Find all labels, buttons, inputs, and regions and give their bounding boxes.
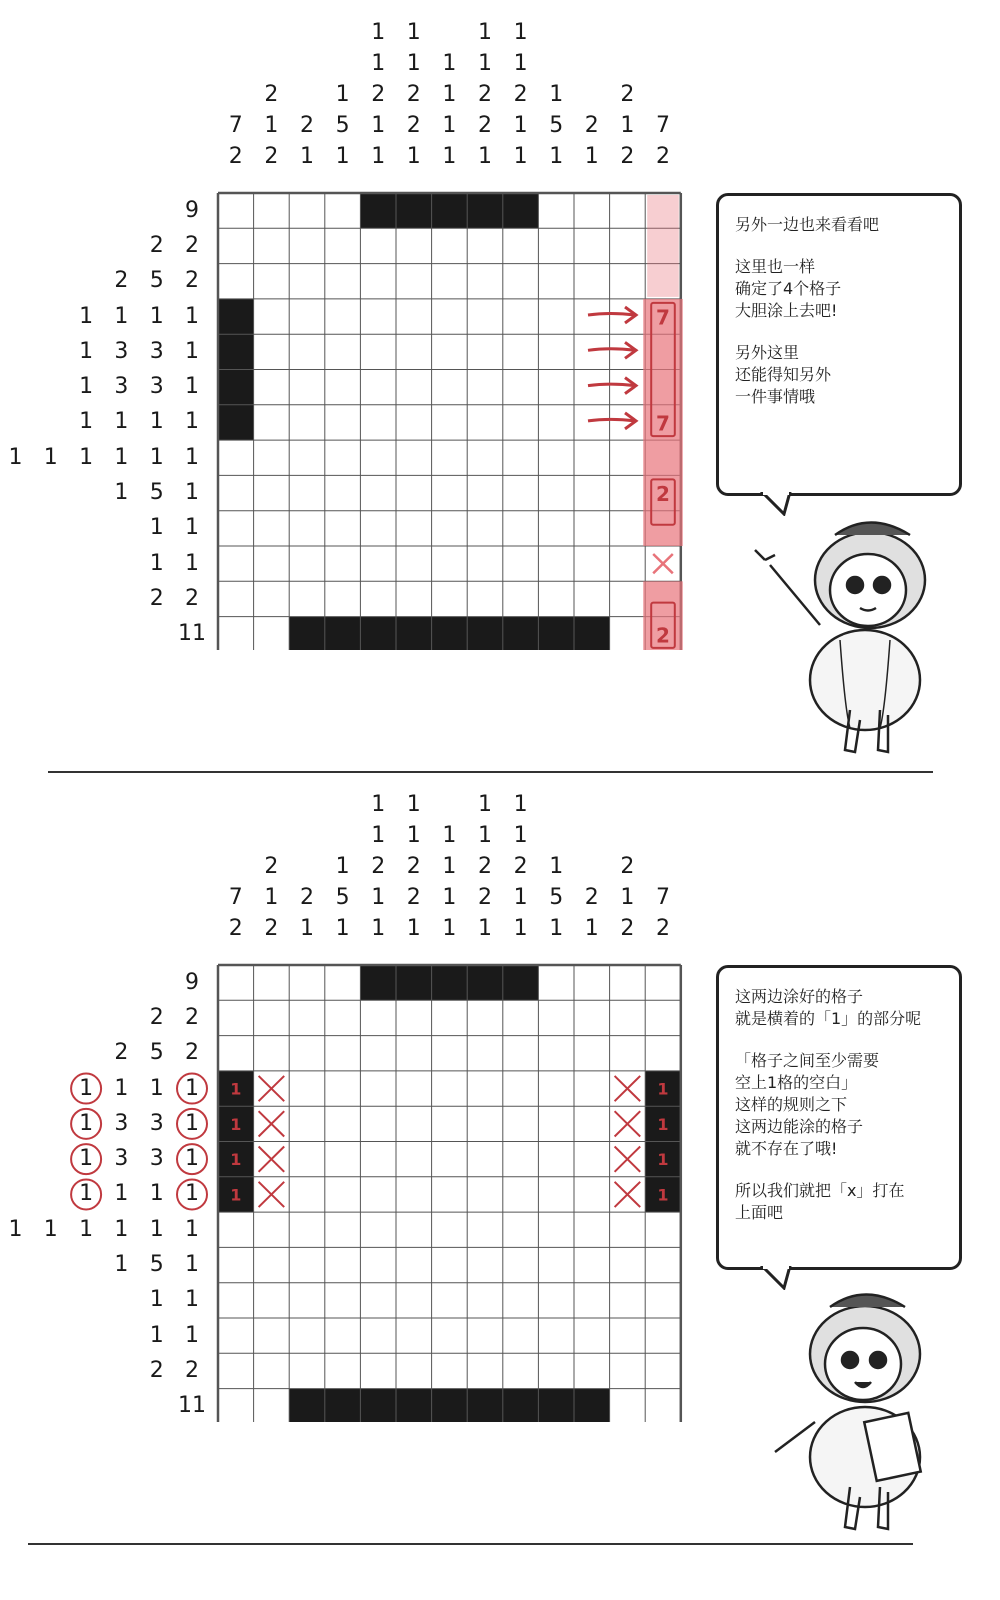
- row-clue: 2: [149, 585, 164, 611]
- column-clue: 2: [584, 885, 599, 910]
- filled-cell[interactable]: [574, 617, 610, 650]
- column-clue: 1: [442, 113, 457, 138]
- column-clue: 1: [442, 144, 457, 169]
- row-clue: 5: [149, 480, 164, 506]
- filled-cell[interactable]: [574, 1389, 610, 1422]
- row-clue: 1: [43, 1216, 58, 1242]
- column-clue: 2: [371, 82, 386, 107]
- column-clue: 1: [478, 916, 492, 941]
- cell-label: 1: [230, 1150, 242, 1170]
- column-clue: 2: [406, 854, 421, 879]
- column-clue: 5: [335, 885, 350, 910]
- column-clue: 7: [656, 885, 670, 910]
- row-clue: 1: [185, 444, 199, 470]
- row-clue: 2: [149, 1357, 164, 1383]
- row-clue: 1: [114, 1181, 129, 1207]
- row-clue: 5: [149, 1252, 164, 1278]
- column-clue: 1: [335, 854, 350, 879]
- column-clue: 1: [442, 854, 457, 879]
- row-clue: 1: [185, 1322, 199, 1348]
- column-clue: 1: [406, 20, 421, 45]
- filled-cell[interactable]: [396, 193, 432, 228]
- row-clue: 1: [79, 374, 94, 400]
- panel-1: [0, 0, 1000, 790]
- clue-circle: [71, 1179, 101, 1209]
- row-clue: 1: [149, 1287, 164, 1313]
- filled-cell[interactable]: [289, 617, 325, 650]
- column-clue: 1: [478, 51, 492, 76]
- highlight-mark-label: 7: [656, 305, 670, 330]
- row-clue: 2: [149, 232, 164, 258]
- clue-circle: [177, 1144, 207, 1174]
- filled-cell[interactable]: [503, 1389, 539, 1422]
- row-clue: 1: [114, 480, 129, 506]
- cell-label: 1: [657, 1150, 669, 1170]
- column-clue: 1: [478, 20, 492, 45]
- row-clue: 3: [149, 1146, 164, 1172]
- character-illustration: [750, 1282, 980, 1542]
- column-clue: 2: [406, 82, 421, 107]
- column-clue: 1: [371, 144, 386, 169]
- cell-label: 1: [230, 1114, 242, 1134]
- column-clue: 1: [264, 113, 279, 138]
- row-clue: 5: [149, 268, 164, 294]
- filled-cell[interactable]: [360, 193, 396, 228]
- column-clue: 1: [371, 823, 386, 848]
- row-clue: 2: [185, 585, 199, 611]
- column-clue: 1: [371, 792, 386, 817]
- column-clue: 1: [406, 823, 421, 848]
- row-clue: 1: [185, 374, 199, 400]
- column-clue: 2: [371, 854, 386, 879]
- speech-bubble: [716, 193, 962, 496]
- column-clue: 2: [406, 113, 421, 138]
- row-clue: 1: [8, 444, 23, 470]
- filled-cell[interactable]: [432, 617, 468, 650]
- column-clue: 1: [584, 916, 599, 941]
- row-clue: 1: [185, 480, 199, 506]
- character-with-notebook: [775, 1295, 921, 1530]
- row-clue: 1: [79, 1216, 94, 1242]
- column-clue: 7: [228, 113, 243, 138]
- row-clue: 1: [8, 1216, 23, 1242]
- row-clue: 1: [185, 303, 199, 329]
- row-clue: 11: [178, 621, 206, 647]
- highlight-mark-label: 2: [656, 482, 670, 507]
- column-clue: 1: [513, 792, 528, 817]
- column-clue: 2: [620, 82, 635, 107]
- row-clue: 1: [185, 1252, 199, 1278]
- filled-cell[interactable]: [360, 965, 396, 1000]
- row-clue: 3: [149, 338, 164, 364]
- row-clue: 2: [149, 1004, 164, 1030]
- row-clue: 1: [114, 1252, 129, 1278]
- row-clue: 2: [185, 1040, 199, 1066]
- column-clue: 2: [264, 144, 279, 169]
- row-clue: 2: [185, 232, 199, 258]
- row-clue: 1: [79, 1146, 94, 1172]
- bubble-line: 另外这里 还能得知另外 一件事情哦: [735, 343, 832, 406]
- row-clue: 1: [114, 409, 129, 435]
- clue-circle: [71, 1109, 101, 1139]
- row-clue: 1: [185, 1146, 199, 1172]
- arrow: [588, 384, 635, 386]
- row-clue: 2: [114, 268, 129, 294]
- clue-circle: [71, 1074, 101, 1104]
- row-clue: 3: [149, 1110, 164, 1136]
- column-clue: 5: [549, 885, 564, 910]
- filled-cell[interactable]: [289, 1389, 325, 1422]
- filled-cell[interactable]: [396, 617, 432, 650]
- filled-cell[interactable]: [467, 1389, 503, 1422]
- row-clue: 1: [149, 1075, 164, 1101]
- row-clue: 1: [185, 515, 199, 541]
- nonogram-grid: [215, 962, 685, 1422]
- column-clue: 1: [620, 113, 635, 138]
- column-clue: 2: [513, 82, 528, 107]
- column-clue: 1: [478, 823, 492, 848]
- arrow: [588, 349, 635, 351]
- column-clue: 1: [513, 113, 528, 138]
- row-clue: 1: [79, 303, 94, 329]
- filled-cell[interactable]: [538, 1389, 574, 1422]
- row-clue: 2: [114, 1040, 129, 1066]
- row-clue: 1: [43, 444, 58, 470]
- bubble-line: 另外一边也来看看吧: [735, 215, 880, 234]
- column-clue: 1: [584, 144, 599, 169]
- row-clue: 9: [185, 969, 199, 995]
- row-clue: 1: [79, 1110, 94, 1136]
- column-clue: 1: [406, 144, 421, 169]
- row-clue: 1: [114, 303, 129, 329]
- column-clue: 2: [656, 144, 670, 169]
- bubble-line: 这里也一样 确定了4个格子 大胆涂上去吧!: [735, 257, 842, 320]
- row-clue: 1: [79, 444, 94, 470]
- column-clue: 2: [264, 82, 279, 107]
- column-clue: 1: [406, 916, 421, 941]
- filled-cell[interactable]: [503, 617, 539, 650]
- row-clue: 3: [114, 338, 129, 364]
- filled-cell[interactable]: [325, 617, 361, 650]
- column-clue: 1: [513, 885, 528, 910]
- column-clue: 2: [264, 854, 279, 879]
- row-clue: 5: [149, 1040, 164, 1066]
- row-clue: 1: [149, 303, 164, 329]
- row-clue: 1: [149, 409, 164, 435]
- filled-cell[interactable]: [360, 617, 396, 650]
- bubble-line: 「格子之间至少需要 空上1格的空白」 这样的规则之下 这两边能涂的格子 就不存在了哦!: [735, 1051, 880, 1158]
- column-clue: 1: [371, 885, 386, 910]
- column-clue: 1: [371, 51, 386, 76]
- bubble-line: 这两边涂好的格子 就是横着的「1」的部分呢: [735, 987, 922, 1028]
- character-illustration: [750, 510, 980, 760]
- column-clue: 2: [264, 916, 279, 941]
- column-clue: 1: [335, 82, 350, 107]
- filled-cell[interactable]: [360, 1389, 396, 1422]
- row-clue: 1: [114, 1075, 129, 1101]
- column-clue: 1: [442, 916, 457, 941]
- filled-cell[interactable]: [218, 405, 254, 440]
- cell-label: 1: [657, 1079, 669, 1099]
- row-clue: 1: [79, 1075, 94, 1101]
- column-clue: 1: [442, 823, 457, 848]
- row-clue: 1: [114, 1216, 129, 1242]
- column-clue: 7: [228, 885, 243, 910]
- row-clue: 3: [149, 374, 164, 400]
- column-clue: 1: [371, 916, 386, 941]
- row-clue: 1: [149, 515, 164, 541]
- column-clue: 1: [513, 20, 528, 45]
- column-clue: 1: [513, 144, 528, 169]
- column-clue: 5: [549, 113, 564, 138]
- clue-circle: [177, 1179, 207, 1209]
- filled-cell[interactable]: [467, 193, 503, 228]
- row-clue: 2: [185, 1004, 199, 1030]
- filled-cell[interactable]: [467, 617, 503, 650]
- column-clue: 2: [478, 854, 492, 879]
- filled-cell[interactable]: [432, 193, 468, 228]
- column-clue: 1: [513, 916, 528, 941]
- column-clue: 1: [442, 885, 457, 910]
- row-clue: 1: [79, 338, 94, 364]
- column-clue: 2: [478, 113, 492, 138]
- column-clue: 2: [406, 885, 421, 910]
- column-clue: 1: [406, 51, 421, 76]
- column-clue: 1: [442, 82, 457, 107]
- column-clue: 2: [620, 144, 635, 169]
- row-clue: 1: [149, 1322, 164, 1348]
- speech-bubble: [716, 965, 962, 1270]
- row-clue: 1: [185, 1287, 199, 1313]
- filled-cell[interactable]: [218, 370, 254, 405]
- clue-circle: [177, 1109, 207, 1139]
- cell-label: 1: [657, 1114, 669, 1134]
- column-clue: 2: [228, 144, 243, 169]
- row-clue: 1: [185, 409, 199, 435]
- column-clue: 2: [513, 854, 528, 879]
- panel-2: [0, 772, 1000, 1562]
- column-clue: 1: [478, 792, 492, 817]
- row-clue: 3: [114, 374, 129, 400]
- row-clue: 1: [185, 1181, 199, 1207]
- column-clue: 1: [549, 916, 564, 941]
- column-clue: 2: [228, 916, 243, 941]
- filled-cell[interactable]: [218, 334, 254, 369]
- column-clue: 1: [549, 854, 564, 879]
- character-pointing: [755, 523, 925, 753]
- filled-cell[interactable]: [432, 1389, 468, 1422]
- row-clue: 1: [79, 1181, 94, 1207]
- column-clue: 1: [300, 144, 314, 169]
- column-clue: 1: [478, 144, 492, 169]
- cell-label: 1: [230, 1079, 242, 1099]
- column-clue: 1: [549, 82, 564, 107]
- highlight-mark-label: 7: [656, 411, 670, 436]
- panel-divider: [28, 1543, 913, 1545]
- filled-cell[interactable]: [396, 1389, 432, 1422]
- row-clue: 1: [149, 550, 164, 576]
- column-clue: 1: [371, 20, 386, 45]
- clue-circle: [177, 1074, 207, 1104]
- arrow: [588, 314, 635, 316]
- filled-cell[interactable]: [218, 299, 254, 334]
- row-clue: 11: [178, 1393, 206, 1419]
- filled-cell[interactable]: [432, 965, 468, 1000]
- column-clue: 1: [620, 885, 635, 910]
- row-clue: 1: [185, 1216, 199, 1242]
- column-clue: 1: [406, 792, 421, 817]
- clue-circle: [71, 1144, 101, 1174]
- row-clue: 1: [185, 550, 199, 576]
- column-clue: 2: [300, 113, 314, 138]
- column-clue: 1: [513, 51, 528, 76]
- column-clue: 2: [584, 113, 599, 138]
- column-clue: 1: [371, 113, 386, 138]
- row-clue: 3: [114, 1110, 129, 1136]
- filled-cell[interactable]: [325, 1389, 361, 1422]
- column-clue: 2: [620, 854, 635, 879]
- hint-arrows: [580, 290, 650, 440]
- row-clue: 3: [114, 1146, 129, 1172]
- column-clue: 5: [335, 113, 350, 138]
- highlight-mark-label: 2: [656, 623, 670, 648]
- row-clue: 1: [149, 1216, 164, 1242]
- filled-cell[interactable]: [467, 965, 503, 1000]
- row-clue: 1: [185, 338, 199, 364]
- column-clue: 2: [478, 82, 492, 107]
- row-clue: 1: [149, 1181, 164, 1207]
- column-clue: 1: [335, 916, 350, 941]
- filled-cell[interactable]: [396, 965, 432, 1000]
- cell-label: 1: [230, 1185, 242, 1205]
- row-clue: 9: [185, 197, 199, 223]
- row-clue: 1: [185, 1075, 199, 1101]
- row-clue: 1: [114, 444, 129, 470]
- bubble-line: 所以我们就把「x」打在 上面吧: [735, 1181, 905, 1222]
- row-clue: 2: [185, 268, 199, 294]
- column-clue: 1: [549, 144, 564, 169]
- filled-cell[interactable]: [503, 965, 539, 1000]
- clue-circles: [0, 962, 215, 1422]
- column-clue: 1: [264, 885, 279, 910]
- row-clue: 2: [185, 1357, 199, 1383]
- row-clue: 1: [149, 444, 164, 470]
- column-clue: 1: [442, 51, 457, 76]
- column-clue: 2: [300, 885, 314, 910]
- column-clue: 2: [656, 916, 670, 941]
- filled-cell[interactable]: [503, 193, 539, 228]
- filled-cell[interactable]: [538, 617, 574, 650]
- row-clue: 1: [79, 409, 94, 435]
- cell-label: 1: [657, 1185, 669, 1205]
- column-clue: 7: [656, 113, 670, 138]
- column-clue: 1: [335, 144, 350, 169]
- column-clue: 1: [300, 916, 314, 941]
- column-clue: 1: [513, 823, 528, 848]
- arrow: [588, 419, 635, 421]
- row-clue: 1: [185, 1110, 199, 1136]
- column-clue: 2: [478, 885, 492, 910]
- column-clue: 2: [620, 916, 635, 941]
- highlight-region-light: [647, 195, 679, 297]
